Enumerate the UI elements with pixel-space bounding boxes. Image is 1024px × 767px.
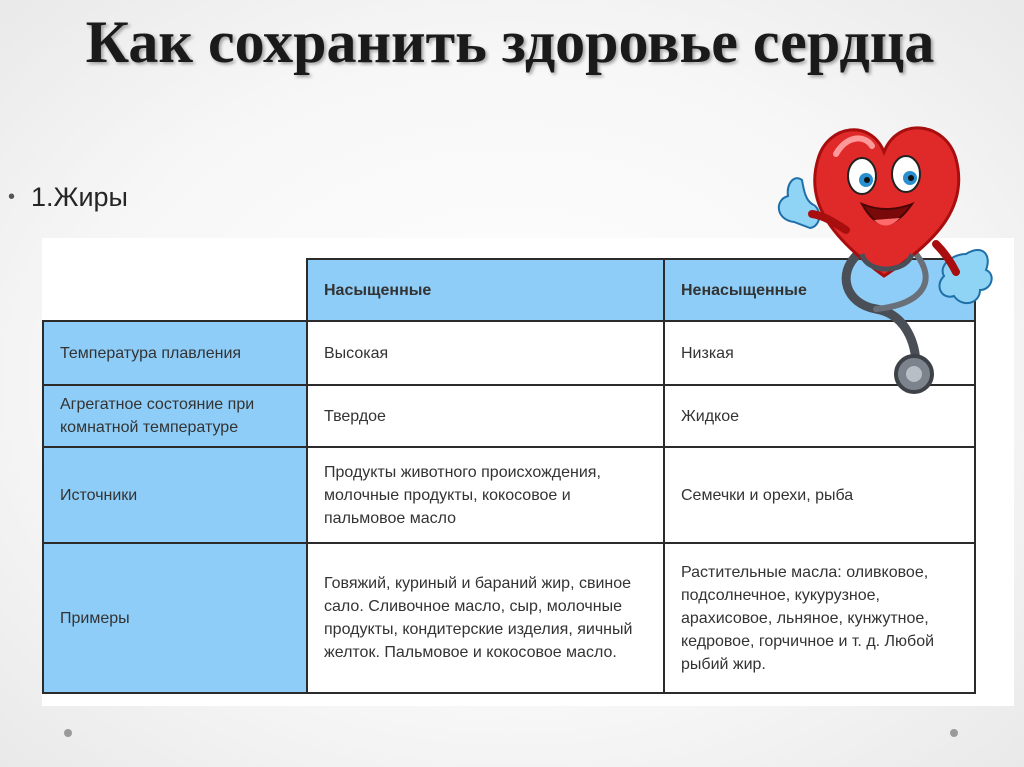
bullet-text: 1.Жиры [31,182,128,212]
bullet-dot-icon: • [8,186,16,208]
cell-unsaturated: Семечки и орехи, рыба [664,447,975,543]
cell-saturated: Продукты животного происхождения, молочные продукты, кокосовое и пальмовое масло [307,447,664,543]
cell-unsaturated: Низкая [664,321,975,385]
row-label: Источники [43,447,307,543]
table-row [43,447,975,543]
bullet-item [8,182,128,213]
header-saturated: Насыщенные [307,259,664,321]
nav-dot-right-icon [950,729,958,737]
cell-saturated: Говяжий, куриный и бараний жир, свиное сало. Сливочное масло, сыр, молочные продукты, кондитерские изделия, яичный желток. Пальмовое и кокосовое масло. [307,543,664,693]
cell-unsaturated: Растительные масла: оливковое, подсолнечное, кукурузное, арахисовое, льняное, кунжутное, кедровое, горчичное и т. д. Любой рыбий жир. [664,543,975,693]
heart-mascot-icon [766,104,996,404]
page-title: Как сохранить здоровье сердца [85,9,935,75]
table-row [43,543,975,693]
cell-saturated: Твердое [307,385,664,447]
row-label: Агрегатное состояние при комнатной температуре [43,385,307,447]
cell-saturated: Высокая [307,321,664,385]
table-corner-cell [43,259,307,321]
row-label: Примеры [43,543,307,693]
row-label: Температура плавления [43,321,307,385]
header-unsaturated: Ненасыщенные [664,259,975,321]
nav-dot-left-icon [64,729,72,737]
cell-unsaturated: Жидкое [664,385,975,447]
